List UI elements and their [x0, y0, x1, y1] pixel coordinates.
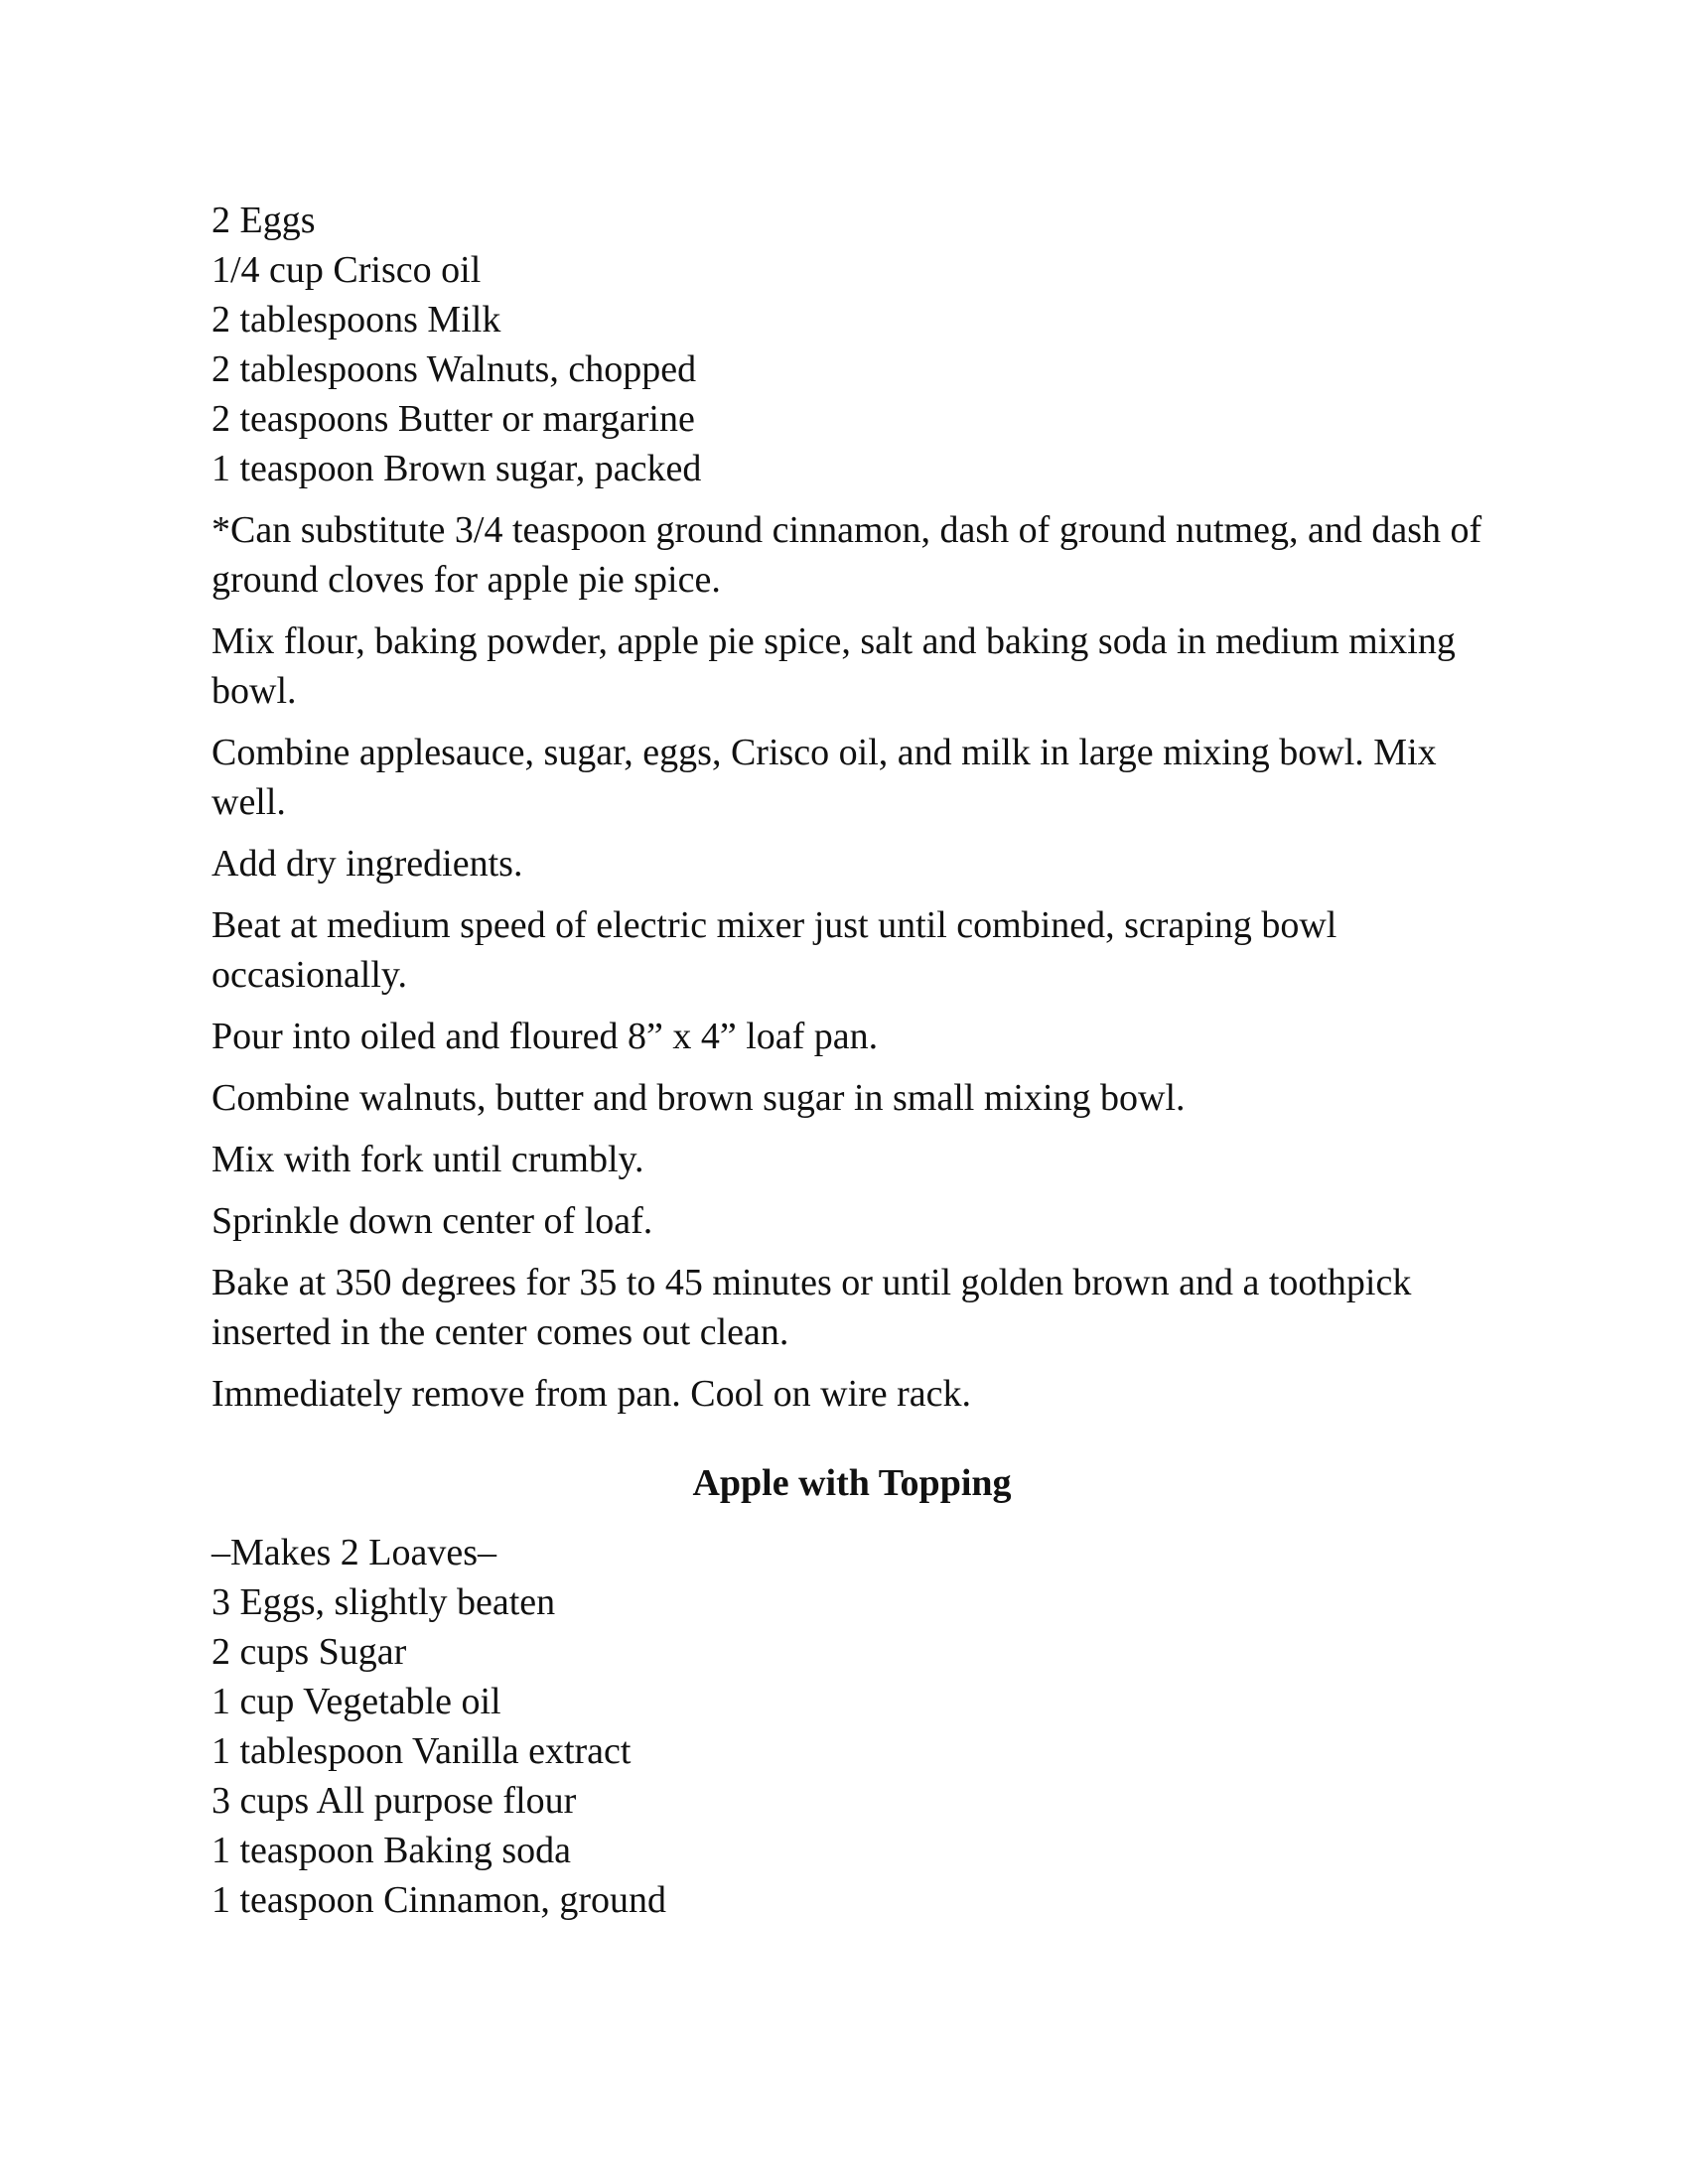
ingredient-line: 1 teaspoon Baking soda [211, 1830, 572, 1871]
recipe-title: Apple with Topping [692, 1462, 1012, 1504]
second-recipe-ingredients [211, 1577, 1492, 1925]
instruction-step: Pour into oiled and floured 8” x 4” loaf pan. [211, 1016, 879, 1057]
instruction-step: Bake at 350 degrees for 35 to 45 minutes or until golden brown and a toothpick inserted in the center comes out clean. [211, 1262, 1412, 1353]
ingredient-line: 1/4 cup Crisco oil [211, 249, 482, 291]
recipe-page [211, 196, 1492, 1925]
instruction-step: Add dry ingredients. [211, 843, 523, 885]
substitution-note: *Can substitute 3/4 teaspoon ground cinnamon, dash of ground nutmeg, and dash of ground cloves for apple pie spice. [211, 509, 1482, 601]
instruction-step: Combine applesauce, sugar, eggs, Crisco oil, and milk in large mixing bowl. Mix well. [211, 732, 1437, 823]
instruction-step: Beat at medium speed of electric mixer just until combined, scraping bowl occasionally. [211, 904, 1337, 996]
ingredient-line: 3 cups All purpose flour [211, 1780, 577, 1822]
ingredient-line: 3 Eggs, slightly beaten [211, 1581, 556, 1623]
ingredient-line: 2 tablespoons Walnuts, chopped [211, 348, 697, 390]
ingredient-line: 2 teaspoons Butter or margarine [211, 398, 695, 440]
ingredient-line: 1 teaspoon Cinnamon, ground [211, 1879, 667, 1921]
ingredient-line: 1 teaspoon Brown sugar, packed [211, 448, 702, 489]
ingredient-line: 1 tablespoon Vanilla extract [211, 1730, 632, 1772]
first-recipe-ingredients [211, 196, 1492, 493]
instruction-step: Mix flour, baking powder, apple pie spice, salt and baking soda in medium mixing bowl. [211, 620, 1456, 712]
ingredient-line: 1 cup Vegetable oil [211, 1681, 501, 1722]
instruction-step: Immediately remove from pan. Cool on wire rack. [211, 1373, 972, 1415]
instruction-step: Combine walnuts, butter and brown sugar in small mixing bowl. [211, 1077, 1186, 1119]
yield-note: –Makes 2 Loaves– [211, 1532, 497, 1573]
ingredient-line: 2 Eggs [211, 200, 316, 241]
instruction-step: Mix with fork until crumbly. [211, 1139, 644, 1180]
instruction-step: Sprinkle down center of loaf. [211, 1200, 653, 1242]
ingredient-line: 2 tablespoons Milk [211, 299, 501, 341]
ingredient-line: 2 cups Sugar [211, 1631, 407, 1673]
